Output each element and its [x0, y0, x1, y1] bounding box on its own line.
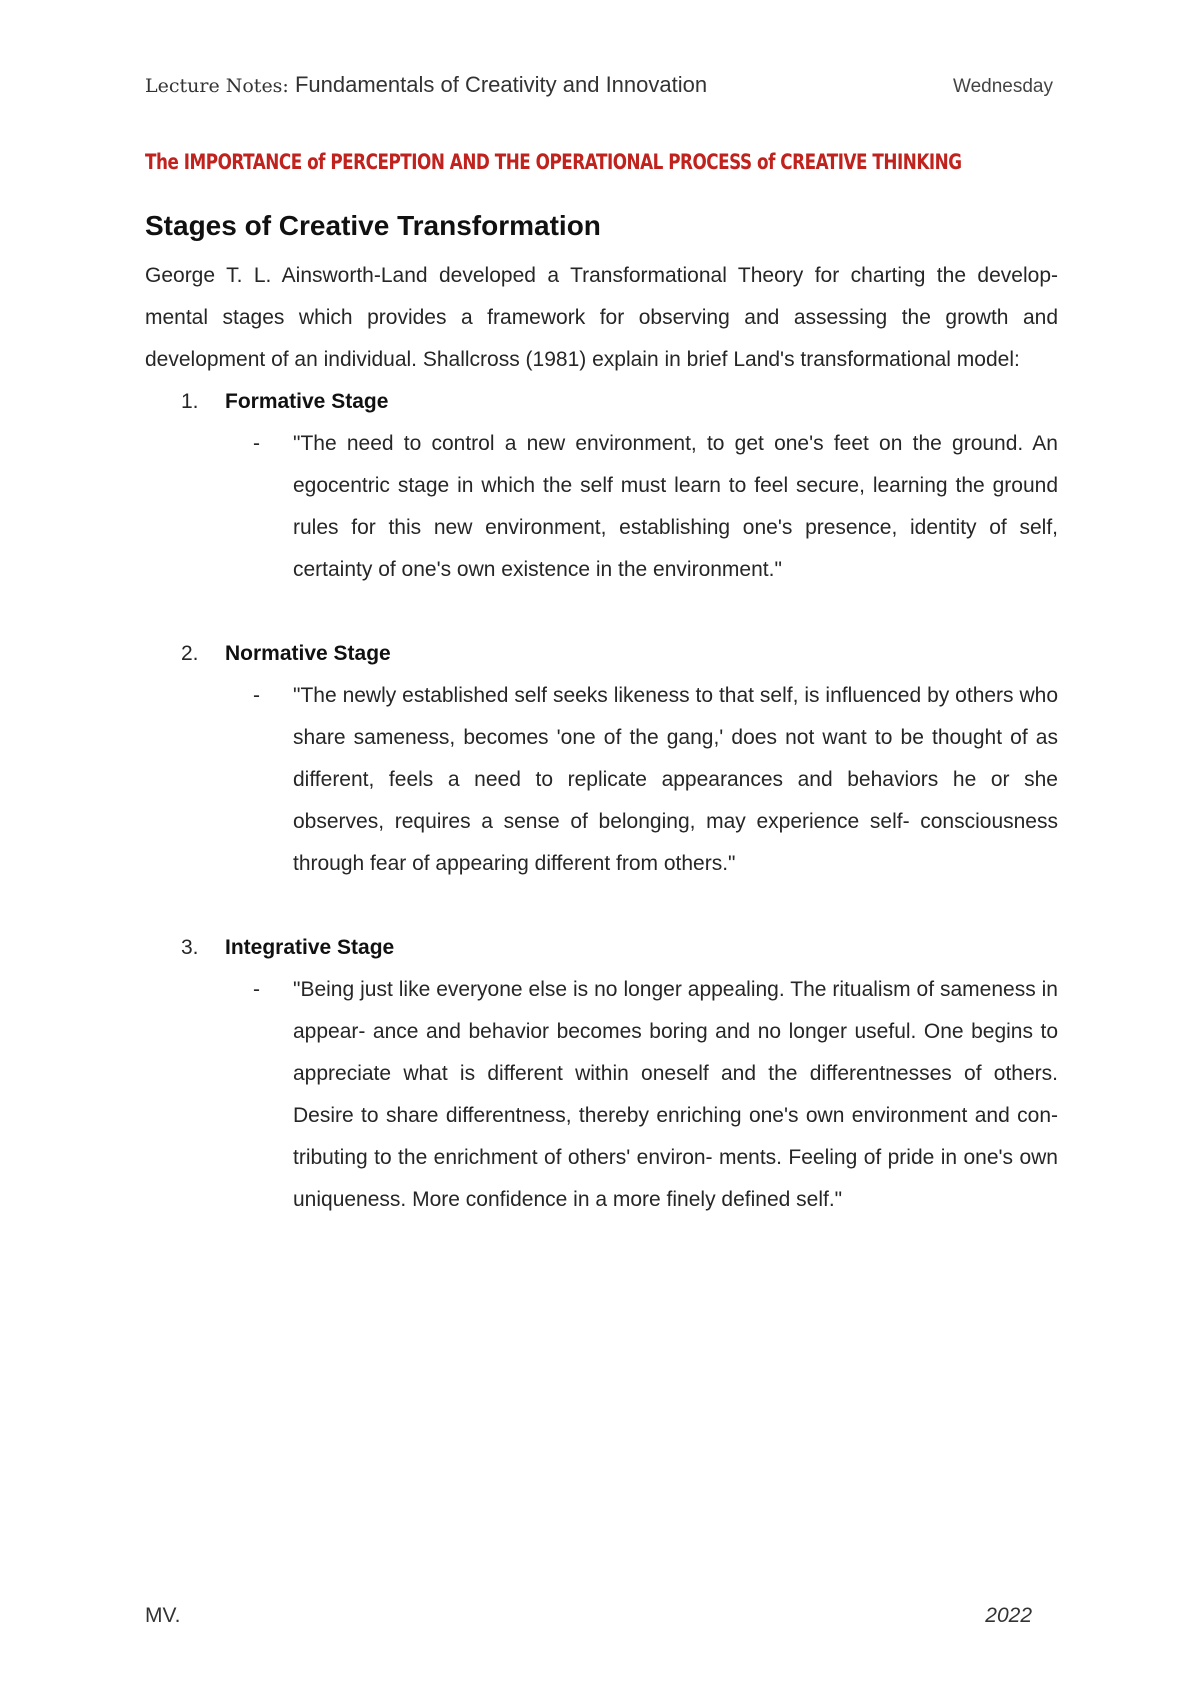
- document-body: [145, 205, 1058, 1221]
- stage-heading: [145, 633, 1058, 675]
- stage-name: Integrative Stage: [225, 936, 395, 959]
- page-footer: [145, 1604, 1032, 1628]
- section-heading: Stages of Creative Transformation: [145, 210, 601, 241]
- stage-heading: [145, 927, 1058, 969]
- spacer: [145, 591, 1058, 633]
- stage-quote: "Being just like everyone else is no longer appealing. The ritualism of sameness in appear- ance and behavior becomes boring and no longer useful. One begins to appreciate what is different within oneself and the differentnesses of others. Desire to share differentness, thereby enriching one's own environment and con- tributing to the enrichment of others' environ- ments. Feeling of pride in one's own uniqueness. More confidence in a more finely defined self.": [293, 978, 1058, 1211]
- header-course-title: Fundamentals of Creativity and Innovation: [294, 72, 708, 97]
- stage-quote: "The need to control a new environment, to get one's feet on the ground. An egocentric stage in which the self must learn to feel secure, learning the ground rules for this new environment, establishing one's presence, identity of self, certainty of one's own existence in the environment.": [293, 432, 1058, 581]
- page-header: [145, 72, 1053, 106]
- stage-formative: [145, 381, 1058, 591]
- intro-paragraph: George T. L. Ainsworth-Land developed a Transformational Theory for charting the develop-mental stages which provides a framework for observing and assessing the growth and development of an individual. Shallcross (1981) explain in brief Land's transformational model:: [145, 264, 1058, 371]
- header-day: Wednesday: [953, 76, 1053, 97]
- bullet-dash: -: [253, 432, 260, 455]
- bullet-dash: -: [253, 684, 260, 707]
- stage-description: [145, 969, 1058, 1221]
- stage-quote: "The newly established self seeks likeness to that self, is influenced by others who share sameness, becomes 'one of the gang,' does not want to be thought of as different, feels a need to replicate appearances and behaviors he or she observes, requires a sense of belonging, may experience self- consciousness through fear of appearing different from others.": [293, 684, 1058, 875]
- stage-normative: [145, 633, 1058, 885]
- stage-number: 2.: [181, 642, 199, 665]
- stage-description: [145, 675, 1058, 885]
- stage-description: [145, 423, 1058, 591]
- stage-number: 3.: [181, 936, 199, 959]
- footer-initials: MV.: [145, 1604, 181, 1627]
- stage-integrative: [145, 927, 1058, 1221]
- bullet-dash: -: [253, 978, 260, 1001]
- stage-name: Normative Stage: [225, 642, 391, 665]
- footer-year: 2022: [985, 1604, 1032, 1627]
- stage-heading: [145, 381, 1058, 423]
- document-title: The IMPORTANCE of PERCEPTION AND THE OPERATIONAL PROCESS of CREATIVE THINKING: [145, 150, 962, 174]
- header-course: [145, 72, 707, 98]
- stage-number: 1.: [181, 390, 199, 413]
- spacer: [145, 885, 1058, 927]
- header-label: Lecture Notes:: [145, 75, 289, 97]
- stage-name: Formative Stage: [225, 390, 389, 413]
